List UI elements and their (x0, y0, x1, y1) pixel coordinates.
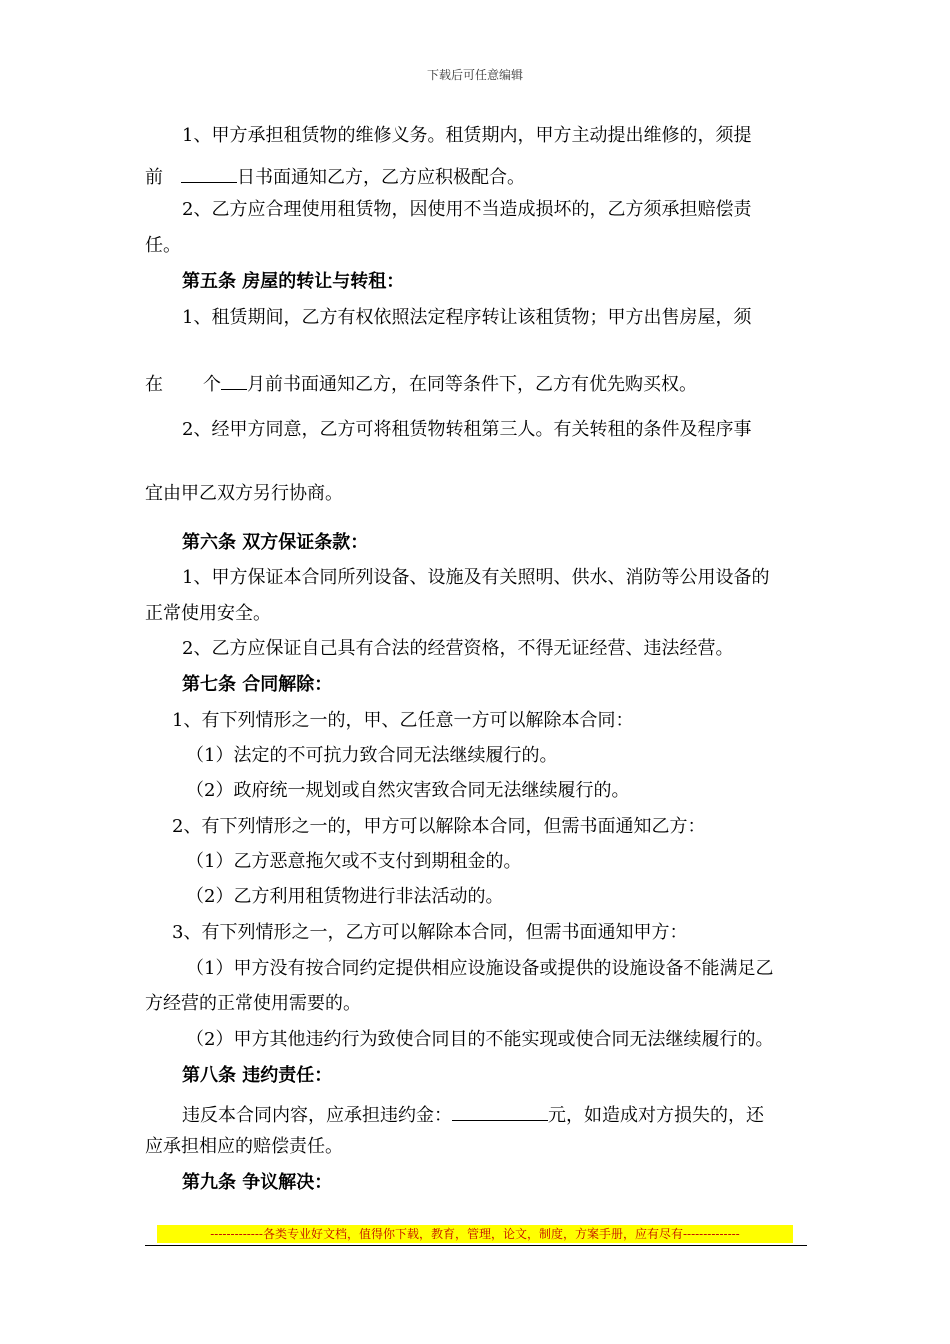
clause-4-item-1: 1、甲方承担租赁物的维修义务。租赁期内，甲方主动提出维修的，须提 (182, 125, 752, 146)
section-heading-7: 第七条 合同解除： (182, 674, 333, 695)
blank-penalty-field[interactable] (452, 1100, 548, 1121)
clause-5-item-2-cont: 宜由甲乙双方另行协商。 (145, 483, 343, 504)
text-fragment: 违反本合同内容，应承担违约金： (182, 1105, 452, 1126)
clause-7-item-1: 1、有下列情形之一的，甲、乙任意一方可以解除本合同： (172, 710, 634, 731)
clause-8-body-cont: 应承担相应的赔偿责任。 (145, 1136, 343, 1157)
clause-4-item-2: 2、乙方应合理使用租赁物，因使用不当造成损坏的，乙方须承担赔偿责 (182, 199, 752, 220)
clause-7-item-2: 2、有下列情形之一的，甲方可以解除本合同，但需书面通知乙方： (172, 816, 706, 837)
section-heading-5: 第五条 房屋的转让与转租： (182, 271, 405, 292)
text-fragment: 日书面通知乙方，乙方应积极配合。 (237, 167, 525, 188)
clause-5-item-1-cont (145, 369, 697, 397)
clause-6-item-2: 2、乙方应保证自己具有合法的经营资格，不得无证经营、违法经营。 (182, 638, 734, 659)
section-heading-8: 第八条 违约责任： (182, 1065, 333, 1086)
section-heading-6: 第六条 双方保证条款： (182, 532, 369, 553)
clause-5-item-2: 2、经甲方同意，乙方可将租赁物转租第三人。有关转租的条件及程序事 (182, 419, 752, 440)
footer-divider (145, 1245, 807, 1246)
text-fragment: 前 (145, 167, 163, 188)
clause-7-item-2-sub-1: （1）乙方恶意拖欠或不支付到期租金的。 (186, 851, 522, 872)
clause-7-item-3: 3、有下列情形之一，乙方可以解除本合同，但需书面通知甲方： (172, 922, 688, 943)
blank-months-field[interactable] (221, 369, 247, 390)
clause-6-item-1-cont: 正常使用安全。 (145, 603, 271, 624)
clause-4-item-1-cont (145, 162, 525, 190)
clause-6-item-1: 1、甲方保证本合同所列设备、设施及有关照明、供水、消防等公用设备的 (182, 567, 770, 588)
text-fragment: 月前书面通知乙方，在同等条件下，乙方有优先购买权。 (247, 374, 697, 395)
clause-7-item-3-sub-1-cont: 方经营的正常使用需要的。 (145, 993, 361, 1014)
blank-days-field[interactable] (181, 162, 237, 183)
clause-4-item-2-cont: 任。 (145, 235, 181, 256)
clause-8-body (182, 1100, 764, 1128)
section-heading-9: 第九条 争议解决： (182, 1172, 333, 1193)
text-fragment: 元，如造成对方损失的，还 (548, 1105, 764, 1126)
clause-7-item-3-sub-1: （1）甲方没有按合同约定提供相应设施设备或提供的设施设备不能满足乙 (186, 958, 774, 979)
clause-7-item-2-sub-2: （2）乙方利用租赁物进行非法活动的。 (186, 886, 504, 907)
clause-7-item-1-sub-1: （1）法定的不可抗力致合同无法继续履行的。 (186, 745, 558, 766)
text-fragment: 在 (145, 374, 163, 395)
clause-7-item-3-sub-2: （2）甲方其他违约行为致使合同目的不能实现或使合同无法继续履行的。 (186, 1029, 774, 1050)
page-header: 下载后可任意编辑 (426, 68, 523, 82)
clause-7-item-1-sub-2: （2）政府统一规划或自然灾害致合同无法继续履行的。 (186, 780, 630, 801)
footer-banner: -------------各类专业好文档，值得你下载，教育，管理，论文，制度，方案手册，应有尽有-------------- (157, 1225, 793, 1243)
text-fragment: 个 (203, 374, 221, 395)
clause-5-item-1: 1、租赁期间，乙方有权依照法定程序转让该租赁物；甲方出售房屋，须 (182, 307, 752, 328)
